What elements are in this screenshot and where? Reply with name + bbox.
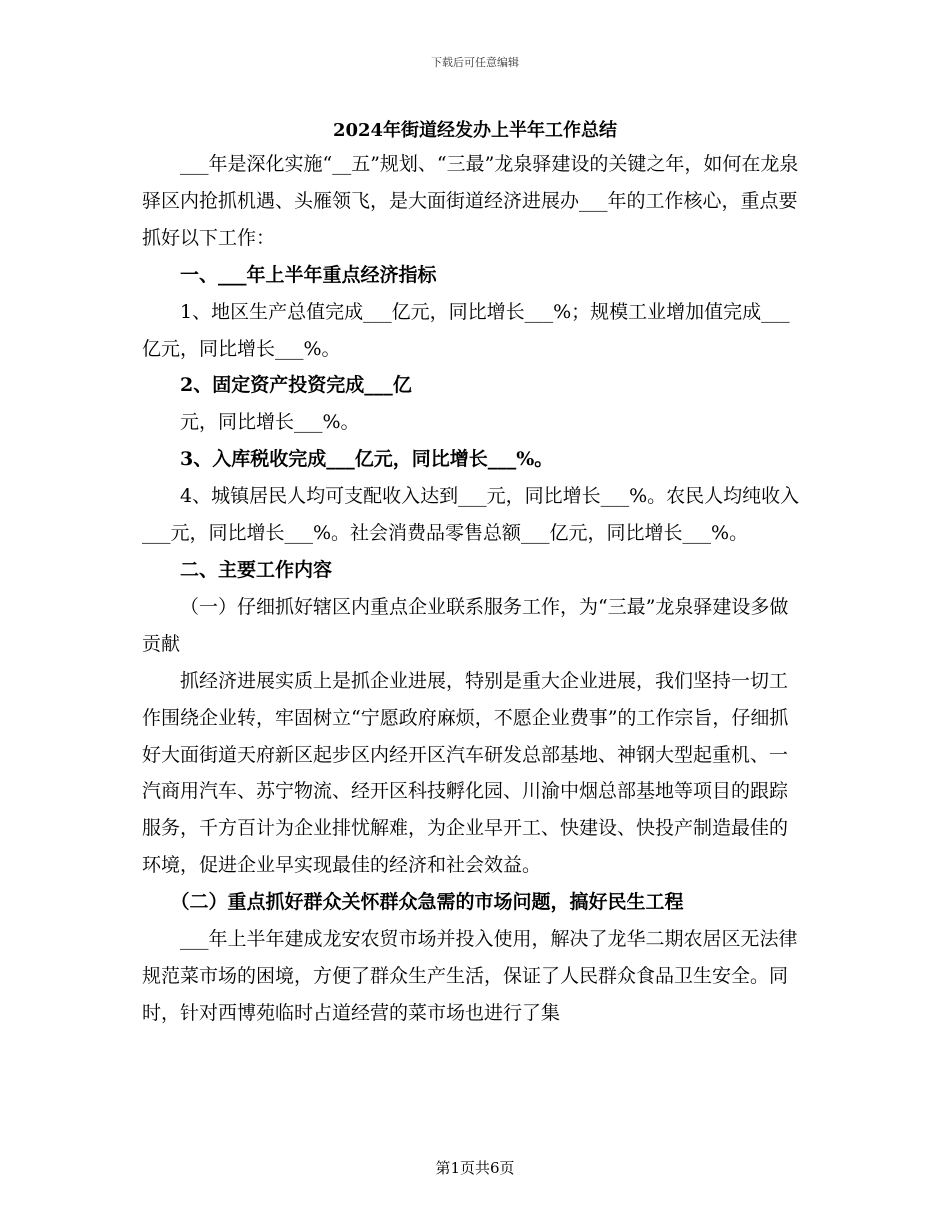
subsection-heading-1: （一）仔细抓好辖区内重点企业联系服务工作，为“三最”龙泉驿建设多做贡献 [142, 595, 789, 655]
document-title: 2024年街道经发办上半年工作总结 [332, 120, 618, 141]
intro-paragraph: ___年是深化实施“__五”规划、“三最”龙泉驿建设的关键之年，如何在龙泉驿区内抢抓机遇、头雁领飞，是大面街道经济进展办___年的工作核心，重点要抓好以下工作： [142, 153, 799, 249]
body-paragraph-market: ___年上半年建成龙安农贸市场并投入使用，解决了龙华二期农居区无法律规范菜市场的困境，方便了群众生产生活，保证了人民群众食品卫生安全。同时，针对西博苑临时占道经营的菜市场也进行了集 [142, 928, 798, 1024]
subsection-heading-2: （二）重点抓好群众关怀群众急需的市场问题，搞好民生工程 [170, 891, 684, 914]
document-body [142, 146, 806, 1032]
indicator-item-2-cont: 元，同比增长___%。 [180, 411, 360, 434]
indicator-item-1: 1、地区生产总值完成___亿元，同比增长___%；规模工业增加值完成___亿元，同比增长___%。 [142, 300, 790, 360]
section-heading-2: 二、主要工作内容 [180, 558, 333, 581]
page-header-note: 下载后可任意编辑 [431, 56, 519, 69]
indicator-item-4: 4、城镇居民人均可支配收入达到___元，同比增长___%。农民人均纯收入___元，同比增长___%。社会消费品零售总额___亿元，同比增长___%。 [142, 485, 800, 545]
body-paragraph-enterprise: 抓经济进展实质上是抓企业进展，特别是重大企业进展，我们坚持一切工作围绕企业转，牢固树立“宁愿政府麻烦，不愿企业费事”的工作宗旨，仔细抓好大面街道天府新区起步区内经开区汽车研发总部基地、神钢大型起重机、一汽商用汽车、苏宁物流、经开区科技孵化园、川渝中烟总部基地等项目的跟踪服务，千方百计为企业排忧解难，为企业早开工、快建设、快投产制造最佳的环境，促进企业早实现最佳的经济和社会效益。 [142, 669, 789, 877]
section-heading-1: 一、___年上半年重点经济指标 [180, 263, 437, 286]
indicator-item-2: 2、固定资产投资完成___亿 [180, 374, 412, 397]
indicator-item-3: 3、入库税收完成___亿元，同比增长___%。 [180, 448, 554, 471]
page-footer-number: 第1页共6页 [435, 1159, 515, 1177]
